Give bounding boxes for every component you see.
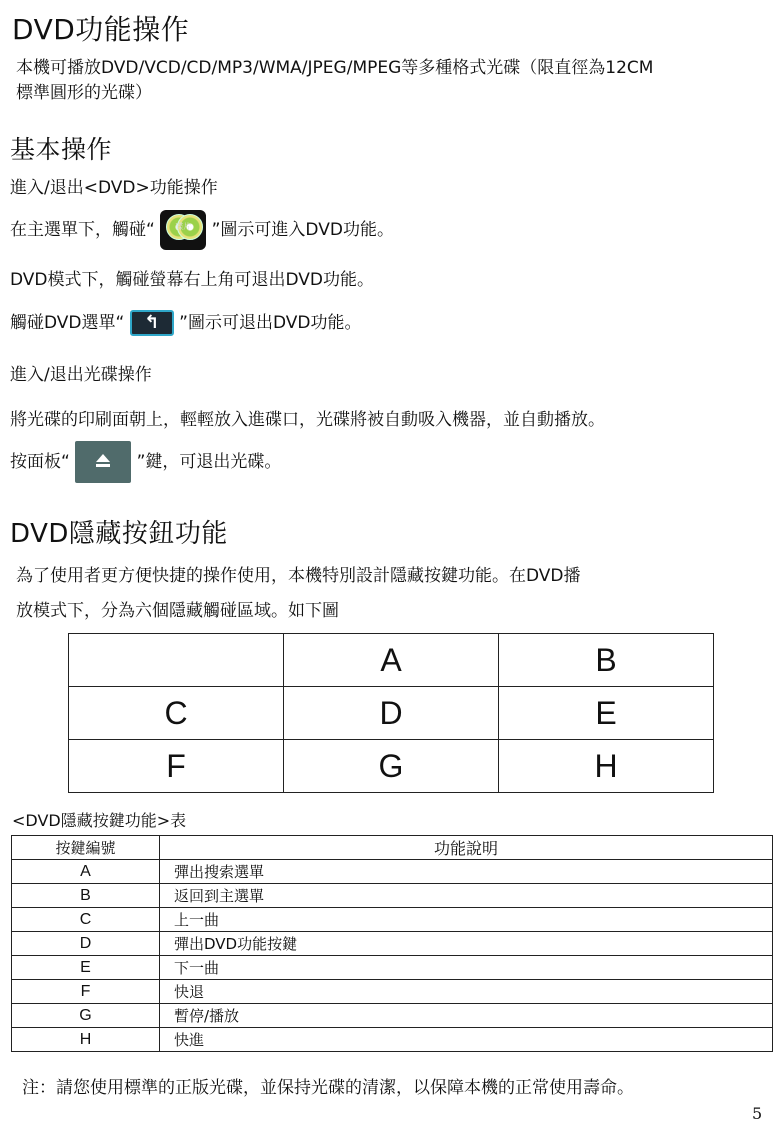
line-eject (10, 440, 281, 484)
zone-cell: C (69, 687, 284, 740)
line-exit-dvd-menu (10, 308, 361, 338)
zone-cell: D (284, 687, 499, 740)
table-row: F 快退 (12, 980, 773, 1004)
line1-post: ”圖示可進入DVD功能。 (211, 220, 394, 240)
line3-post: ”圖示可退出DVD功能。 (179, 313, 362, 333)
enter-exit-dvd: 進入/退出<DVD>功能操作 (10, 178, 218, 198)
header-function: 功能說明 (160, 836, 773, 860)
line-insert-disc: 將光碟的印刷面朝上，輕輕放入進碟口，光碟將被自動吸入機器，並自動播放。 (10, 410, 605, 430)
hidden-heading: DVD隱藏按鈕功能 (10, 519, 228, 549)
key-function-table (11, 835, 773, 1052)
key-table-caption: <DVD隱藏按鍵功能>表 (12, 811, 187, 830)
page-number: 5 (752, 1104, 763, 1123)
disc-icon (160, 210, 206, 250)
disc-icon-caption: 碟片 (175, 222, 192, 231)
table-row: G 暫停/播放 (12, 1004, 773, 1028)
header-key-number: 按鍵編號 (12, 836, 160, 860)
page-title: DVD功能操作 (12, 13, 190, 46)
line5-post: ”鍵，可退出光碟。 (136, 452, 282, 472)
eject-icon (75, 441, 131, 483)
line3-pre: 觸碰DVD選單“ (10, 313, 125, 333)
basic-heading: 基本操作 (10, 135, 113, 164)
intro-line-1: 本機可播放DVD/VCD/CD/MP3/WMA/JPEG/MPEG等多種格式光碟（限直徑為12CM (16, 58, 654, 78)
hidden-desc-2: 放模式下，分為六個隱藏觸碰區域。如下圖 (16, 601, 339, 621)
table-row: E 下一曲 (12, 956, 773, 980)
table-row: H 快進 (12, 1028, 773, 1052)
enter-exit-disc: 進入/退出光碟操作 (10, 365, 152, 385)
zone-cell: A (284, 634, 499, 687)
zone-cell: E (499, 687, 714, 740)
table-row: A 彈出搜索選單 (12, 860, 773, 884)
zone-cell (69, 634, 284, 687)
table-row: B 返回到主選單 (12, 884, 773, 908)
zone-cell: F (69, 740, 284, 793)
table-row: C 上一曲 (12, 908, 773, 932)
line1-pre: 在主選單下，觸碰“ (10, 220, 155, 240)
line5-pre: 按面板“ (10, 452, 70, 472)
line-exit-dvd-screen: DVD模式下，觸碰螢幕右上角可退出DVD功能。 (10, 270, 375, 290)
zone-cell: H (499, 740, 714, 793)
zone-cell: G (284, 740, 499, 793)
back-arrow-icon: ↰ (130, 310, 174, 336)
table-row: D 彈出DVD功能按鍵 (12, 932, 773, 956)
line-enter-dvd (10, 208, 394, 252)
intro-line-2: 標準圓形的光碟） (16, 83, 152, 103)
zone-cell: B (499, 634, 714, 687)
hidden-desc-1: 為了使用者更方便快捷的操作使用，本機特別設計隱藏按鍵功能。在DVD播 (16, 566, 581, 586)
note: 注：請您使用標準的正版光碟，並保持光碟的清潔，以保障本機的正常使用壽命。 (22, 1078, 634, 1098)
touch-zone-grid (68, 633, 714, 793)
